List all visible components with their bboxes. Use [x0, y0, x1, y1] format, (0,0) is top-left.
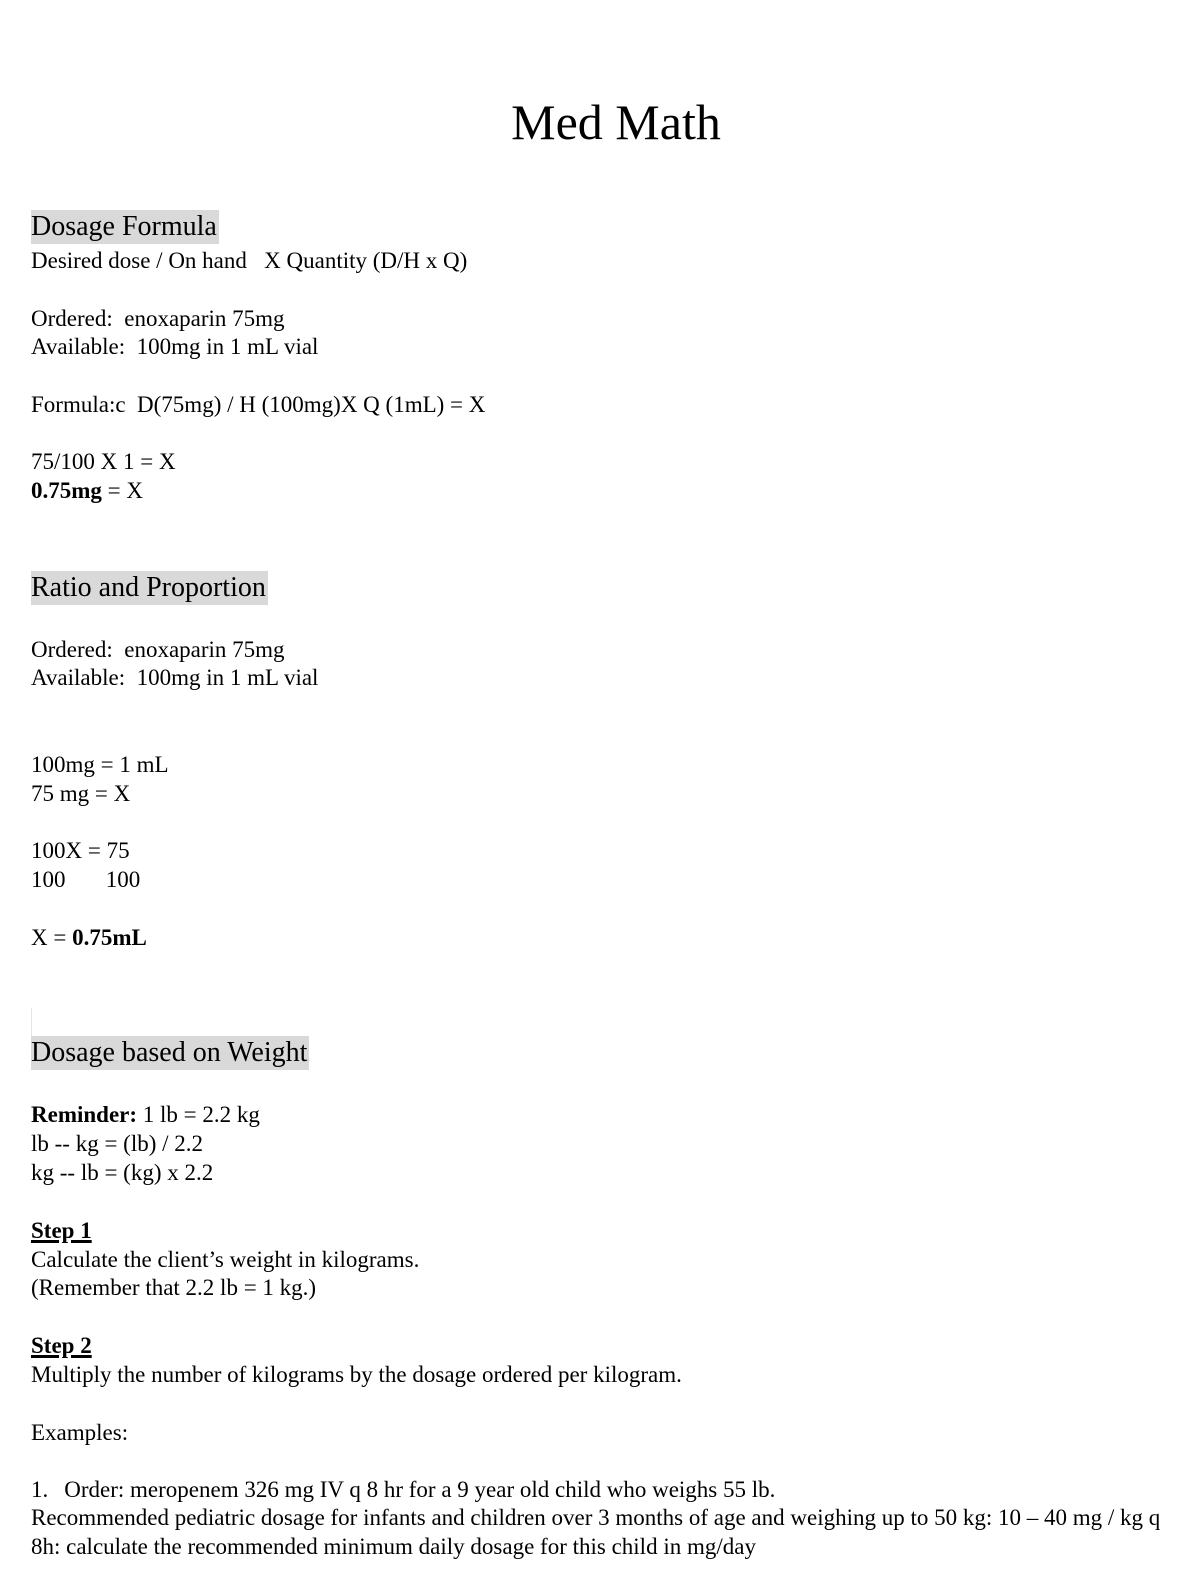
step-2-text: Multiply the number of kilograms by the dosage ordered per kilogram.: [31, 1362, 682, 1387]
ratio-line-4: 100 100: [31, 867, 141, 892]
ratio-result-value: 0.75mL: [72, 925, 147, 950]
ratio-result-prefix: X =: [31, 925, 73, 950]
formula-applied-line: Formula:c D(75mg) / H (100mg)X Q (1mL) = X: [31, 392, 486, 417]
available-line: Available: 100mg in 1 mL vial: [31, 334, 319, 359]
step-2-label: Step 2: [31, 1333, 92, 1358]
section-heading-dosage-formula: Dosage Formula: [31, 211, 217, 242]
examples-label: Examples:: [31, 1420, 129, 1445]
section-heading-weight: Dosage based on Weight: [31, 1037, 308, 1068]
ratio-line-1: 100mg = 1 mL: [31, 752, 169, 777]
result-value: 0.75mg: [31, 478, 102, 503]
result-equals: = X: [101, 478, 144, 503]
section-heading-ratio: Ratio and Proportion: [31, 572, 266, 603]
conversion-line-1: lb -- kg = (lb) / 2.2: [31, 1131, 204, 1156]
example-1-number: 1.: [31, 1477, 49, 1502]
example-1-order-line: [31, 1475, 775, 1504]
step-1-text: Calculate the client’s weight in kilograms.: [31, 1247, 420, 1272]
reminder-text: 1 lb = 2.2 kg: [137, 1102, 260, 1127]
reminder-line: [31, 1100, 260, 1129]
step-1-note: (Remember that 2.2 lb = 1 kg.): [31, 1275, 317, 1300]
formula-definition: Desired dose / On hand X Quantity (D/H x Q): [31, 248, 468, 273]
ratio-line-3: 100X = 75: [31, 838, 130, 863]
example-1-recommendation: Recommended pediatric dosage for infants and children over 3 months of age and weighing up to 50 kg: 10 – 40 mg / kg q 8h: calculate the recommended minimum daily dosage for this child in mg/day: [31, 1505, 1161, 1559]
text-cursor-mark: [31, 1008, 32, 1038]
page-title: Med Math: [511, 94, 721, 150]
ratio-result-line: [31, 923, 147, 952]
result-line: [31, 476, 143, 505]
available-line: Available: 100mg in 1 mL vial: [31, 665, 319, 690]
conversion-line-2: kg -- lb = (kg) x 2.2: [31, 1160, 214, 1185]
ordered-line: Ordered: enoxaparin 75mg: [31, 637, 285, 662]
reminder-label: Reminder:: [31, 1102, 138, 1127]
step-1-label: Step 1: [31, 1218, 92, 1243]
calculation-line: 75/100 X 1 = X: [31, 449, 176, 474]
example-1-order: Order: meropenem 326 mg IV q 8 hr for a 9 year old child who weighs 55 lb.: [64, 1477, 776, 1502]
ratio-line-2: 75 mg = X: [31, 781, 131, 806]
ordered-line: Ordered: enoxaparin 75mg: [31, 306, 285, 331]
